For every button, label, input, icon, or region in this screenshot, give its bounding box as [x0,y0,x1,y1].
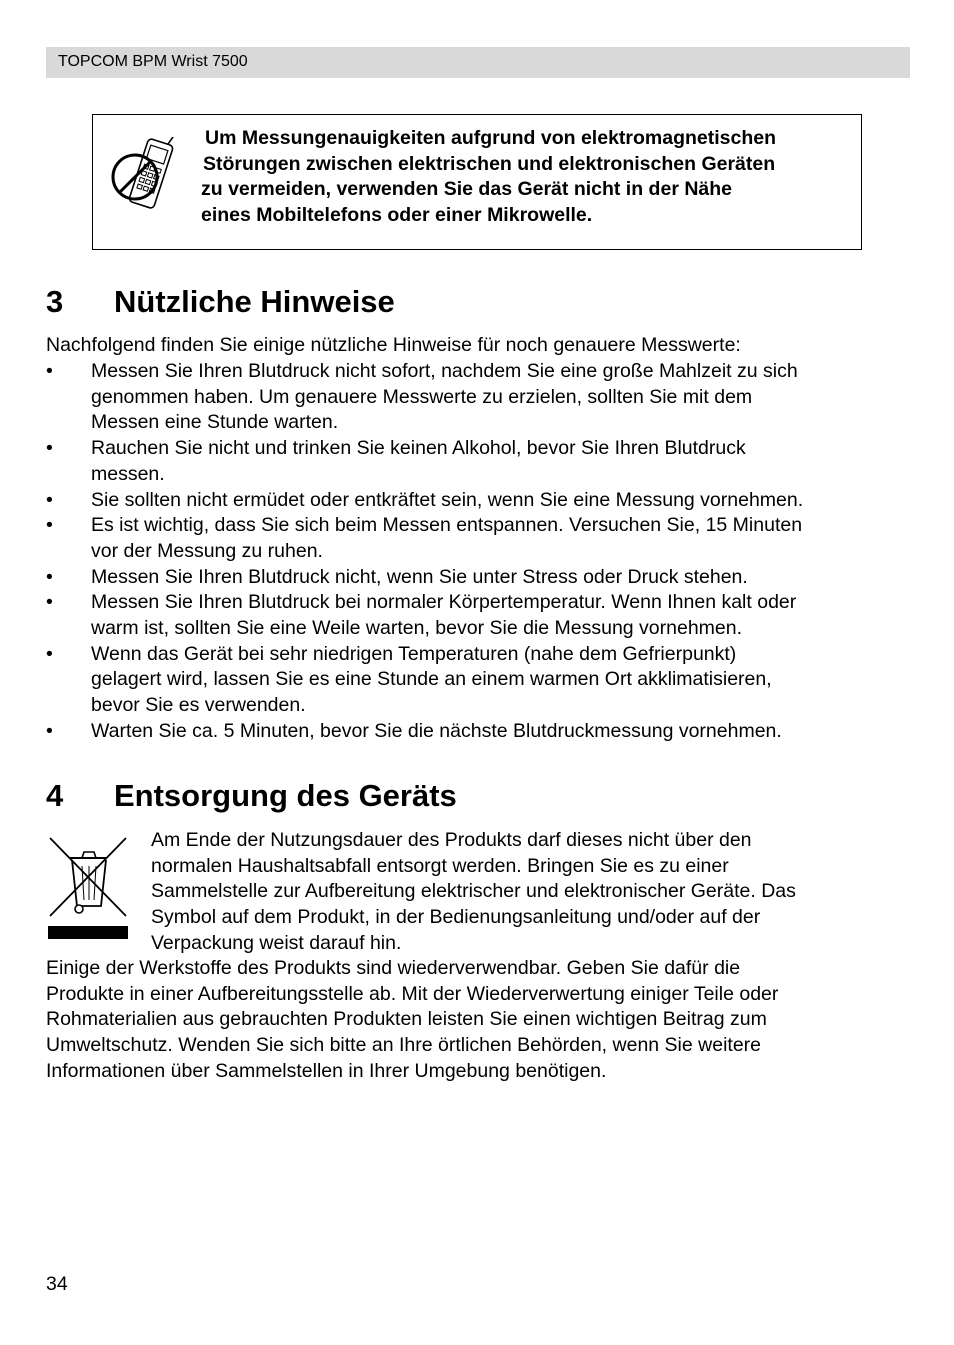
text-line: Sammelstelle zur Aufbereitung elektrischer und elektronischer Geräte. Das [151,880,796,903]
list-item-text: gelagert wird, lassen Sie es eine Stunde an einem warmen Ort akklimatisieren, [91,668,772,691]
list-item-text: Sie sollten nicht ermüdet oder entkräftet sein, wenn Sie eine Messung vornehmen. [91,488,804,511]
list-item [46,719,910,745]
list-item [46,488,910,514]
text-line: Produkte in einer Aufbereitungsstelle ab. Mit der Wiederverwertung einiger Teile oder [46,982,779,1005]
list-item-text: warm ist, sollten Sie eine Weile warten, bevor Sie die Messung vornehmen. [91,617,743,640]
section-4-heading [46,778,457,814]
list-item [46,642,910,719]
running-header [46,47,910,78]
bullet-marker: • [46,437,53,460]
bullet-marker: • [46,360,53,382]
bullet-marker: • [46,591,53,614]
list-item-text: messen. [91,462,165,485]
list-item-text: vor der Messung zu ruhen. [91,539,323,562]
list-item-text: genommen haben. Um genauere Messwerte zu erzielen, sollten Sie mit dem [91,385,753,408]
list-item-text: bevor Sie es verwenden. [91,694,306,717]
list-item-text: Rauchen Sie nicht und trinken Sie keinen Alkohol, bevor Sie Ihren Blutdruck [91,437,746,460]
bullet-marker: • [46,488,53,511]
list-item-text: Warten Sie ca. 5 Minuten, bevor Sie die nächste Blutdruckmessung vornehmen. [91,719,782,742]
list-item-text: Messen eine Stunde warten. [91,411,339,434]
list-item-text: Messen Sie Ihren Blutdruck bei normaler Körpertemperatur. Wenn Ihnen kalt oder [91,591,797,614]
list-item [46,590,910,641]
section-title: Entsorgung des Geräts [114,778,457,813]
bullet-marker: • [46,514,53,537]
bullet-marker: • [46,642,53,665]
warning-box [92,114,862,250]
text-line: Informationen über Sammelstellen in Ihrer Umgebung benötigen. [46,1059,607,1082]
tips-list [46,359,910,745]
crossed-out-wheelie-bin-icon [46,834,130,942]
section-3-heading [46,284,395,320]
warning-line: Um Messungenauigkeiten aufgrund von elektromagnetischen [205,127,777,149]
no-mobile-phone-icon [107,137,187,217]
list-item-text: Messen Sie Ihren Blutdruck nicht, wenn Sie unter Stress oder Druck stehen. [91,565,748,588]
text-line: Symbol auf dem Produkt, in der Bedienungsanleitung und/oder auf der [151,906,761,929]
list-item-text: Es ist wichtig, dass Sie sich beim Messen entspannen. Versuchen Sie, 15 Minuten [91,514,803,537]
disposal-intro [151,828,796,957]
disposal-body [46,956,778,1085]
list-item [46,436,910,487]
text-line: normalen Haushaltsabfall entsorgt werden. Bringen Sie es zu einer [151,854,729,877]
list-item [46,513,910,564]
text-line: Umweltschutz. Wenden Sie sich bitte an Ihre örtlichen Behörden, wenn Sie weitere [46,1034,762,1057]
text-line: Verpackung weist darauf hin. [151,931,402,954]
warning-line: Störungen zwischen elektrischen und elektronischen Geräten [203,152,776,175]
text-line: Rohmaterialien aus gebrauchten Produkten leisten Sie einen wichtigen Beitrag zum [46,1008,767,1031]
document-title: TOPCOM BPM Wrist 7500 [58,53,248,70]
warning-text [201,126,851,228]
warning-line: eines Mobiltelefons oder einer Mikrowelle. [201,203,593,226]
text-line: Am Ende der Nutzungsdauer des Produkts darf dieses nicht über den [151,829,752,851]
list-item-text: Wenn das Gerät bei sehr niedrigen Temperaturen (nahe dem Gefrierpunkt) [91,642,737,665]
text-line: Einige der Werkstoffe des Produkts sind wiederverwendbar. Geben Sie dafür die [46,957,741,979]
section-title: Nützliche Hinweise [114,284,395,319]
bullet-marker: • [46,565,53,588]
section-3-intro: Nachfolgend finden Sie einige nützliche Hinweise für noch genauere Messwerte: [46,334,741,356]
page-number: 34 [46,1273,68,1295]
list-item [46,359,910,436]
list-item-text: Messen Sie Ihren Blutdruck nicht sofort, nachdem Sie eine große Mahlzeit zu sich [91,360,798,382]
list-item [46,565,910,591]
section-number: 3 [46,284,64,319]
bullet-marker: • [46,719,53,742]
warning-line: zu vermeiden, verwenden Sie das Gerät nicht in der Nähe [201,178,733,200]
section-number: 4 [46,778,64,813]
